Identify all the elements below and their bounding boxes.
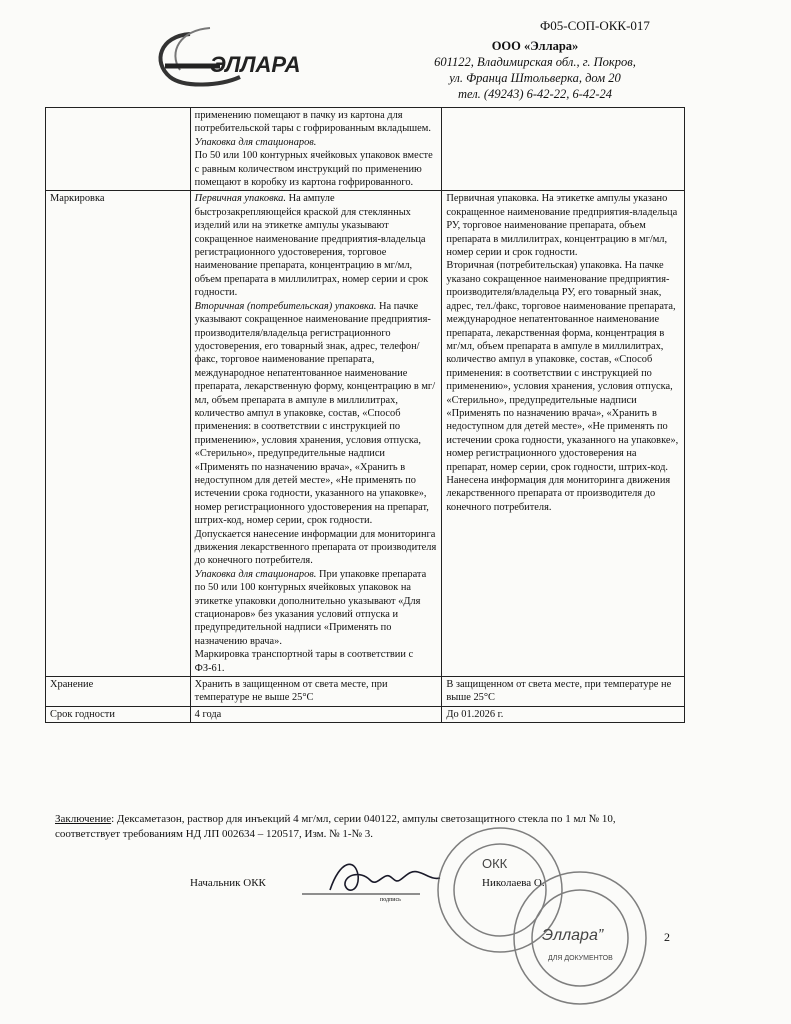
storage-actual: В защищенном от света месте, при температуре не выше 25°С	[442, 677, 685, 707]
svg-text:ЭЛЛАРА: ЭЛЛАРА	[210, 52, 301, 77]
row-label-shelf-life: Срок годности	[46, 706, 191, 722]
row-label-marking: Маркировка	[46, 191, 191, 677]
row-label-storage: Хранение	[46, 677, 191, 707]
actual-secondary-text: Вторичная (потребительская) упаковка. На пачке указано сокращенное наименование предприятия-производителя/владельца РУ, его товарный знак, адрес, тел./факс, торговое наименование препарата, международное непатентованное наименование препарата, лекарственная форма, концентрация в мг/мл, объем препарата в ампуле в миллилитрах, количество ампул в упаковке, состав, «Способ применения: в соответствии с инструкцией по применению», условия хранения, условия отпуска, «Стерильно», предупредительные надписи «Применять по назначению врача», «Хранить в недоступном для детей месте», «Не применять по истечении срока годности, указанного на упаковке», номер регистрационного удостоверения на препарат, номер серии, срок годности, штрих-код.	[446, 260, 679, 473]
stamp-top-text: ОКК	[482, 856, 508, 871]
packaging-text: применению помещают в пачку из картона для потребительской тары с гофрированным вкладышем.	[194, 110, 431, 135]
primary-packaging-text: На ампуле быстрозакрепляющейся краской для стеклянных изделий или на этикетке ампулы указывают сокращенное наименование предприятия-владельца регистрационного удостоверения, торговое наименование препарата, концентрацию в мг/мл, объем препарата в миллилитрах, номер серии и срок годности.	[194, 193, 429, 299]
table-cell	[190, 191, 442, 677]
company-logo	[150, 22, 350, 92]
table-cell	[190, 108, 442, 191]
conclusion-label: Заключение	[55, 813, 112, 825]
hospital-packaging-text: По 50 или 100 контурных ячейковых упаковок вместе с равным количеством инструкций по применению помещают в коробку из картона гофрированного.	[194, 150, 433, 189]
signature-caption: подпись	[380, 897, 401, 903]
shelf-life-requirement: 4 года	[190, 706, 442, 722]
conclusion-text: : Дексаметазон, раствор для инъекций 4 мг/мл, серии 040122, ампулы светозащитного стекла по 1 мл № 10, соответствует требованиям НД ЛП 002634 – 120517, Изм. № 1-№ 3.	[55, 813, 616, 840]
secondary-packaging-text: На пачке указывают сокращенное наименование предприятия-производителя/владельца регистрационного удостоверения, его товарный знак, адрес, телефон/факс, торговое наименование препарата, международное непатентованное наименование препарата, лекарственную форму, концентрацию в мг/мл, объем препарата в ампуле в миллилитрах, количество ампул в упаковке, состав, «Способ применения: в соответствии с инструкцией по применению», условия хранения, условия отпуска, «Стерильно», предупредительные надписи «Применять по назначению врача», «Хранить в недоступном для детей месте», «Не применять по истечении срока годности, указанного на упаковке», номер регистрационного удостоверения на препарат, штрих-код, номер серии, срок годности.	[194, 300, 436, 527]
stamp-brand-text: Эллара”	[542, 927, 604, 944]
actual-monitoring-text: Нанесена информация для мониторинга движения лекарственного препарата от производителя до конечного потребителя.	[446, 474, 671, 513]
signer-title: Начальник ОКК	[190, 877, 266, 889]
table-cell	[46, 108, 191, 191]
table-row	[46, 677, 685, 707]
company-phone: тел. (49243) 6-42-22, 6-42-24	[457, 87, 613, 101]
transport-marking-text: Маркировка транспортной тары в соответствии с ФЗ-61.	[194, 649, 414, 674]
primary-packaging-heading: Первичная упаковка.	[194, 193, 286, 205]
company-name: ООО «Эллара»	[491, 39, 579, 53]
company-address-line1: 601122, Владимирская обл., г. Покров,	[434, 55, 636, 69]
storage-requirement: Хранить в защищенном от света месте, при температуре не выше 25°С	[190, 677, 442, 707]
shelf-life-actual: До 01.2026 г.	[442, 706, 685, 722]
table-row	[46, 108, 685, 191]
specification-table	[45, 107, 685, 723]
company-stamp	[420, 820, 660, 1010]
secondary-packaging-heading: Вторичная (потребительская) упаковка.	[194, 300, 377, 312]
table-cell	[442, 108, 685, 191]
table-row	[46, 191, 685, 677]
document-code: Ф05-СОП-ОКК-017	[540, 18, 650, 33]
company-block	[400, 38, 670, 102]
hospital-marking-heading: Упаковка для стационаров.	[194, 568, 317, 580]
actual-primary-text: Первичная упаковка. На этикетке ампулы указано сокращенное наименование предприятия-владельца РУ, торговое наименование препарата, объем препарата в миллилитрах, концентрацию в мг/мл, номер серии и срок годности.	[446, 193, 678, 259]
page-number: 2	[664, 930, 670, 944]
table-row	[46, 706, 685, 722]
hospital-marking-text: При упаковке препарата по 50 или 100 контурных ячейковых упаковок на этикетке упаковки дополнительно указывают «Для стационаров» без указания условий отпуска и предупредительной надписи «Применять по назначению врача».	[194, 568, 427, 647]
stamp-bottom-text: ДЛЯ ДОКУМЕНТОВ	[548, 955, 613, 962]
signer-name: Николаева О.	[482, 877, 545, 889]
table-cell	[442, 191, 685, 677]
company-address-line2: ул. Франца Штольверка, дом 20	[449, 71, 621, 85]
hospital-packaging-heading: Упаковка для стационаров.	[194, 136, 317, 148]
monitoring-text: Допускается нанесение информации для мониторинга движения лекарственного препарата от производителя до конечного потребителя.	[194, 528, 437, 567]
